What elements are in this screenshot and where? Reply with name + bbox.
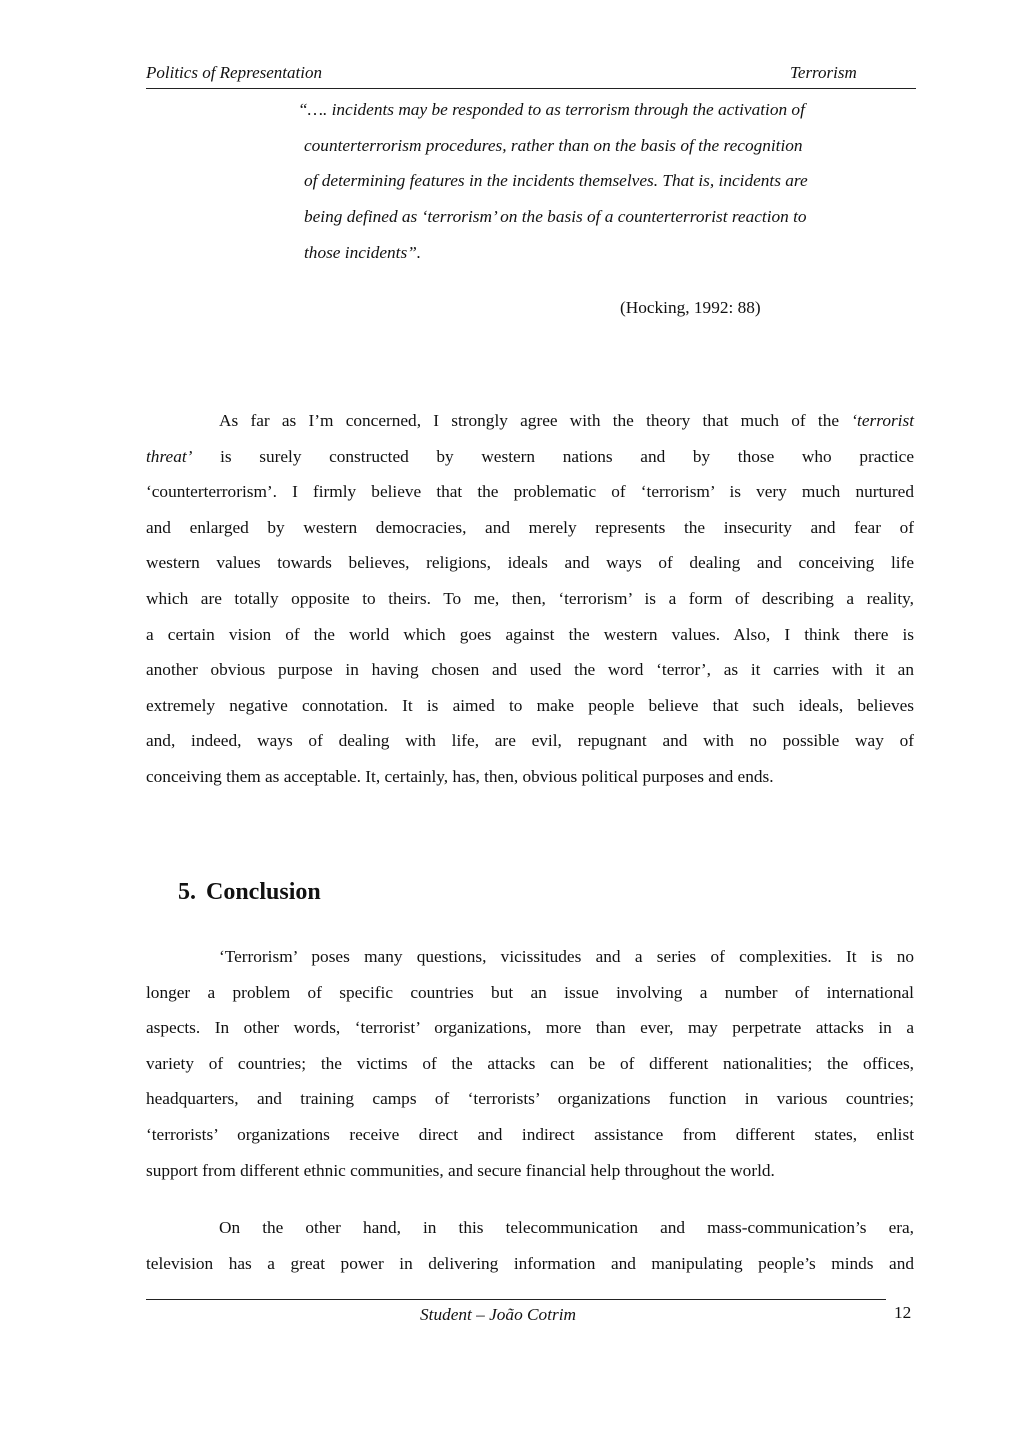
quote-line: those incidents”.	[304, 242, 422, 262]
paragraph-line: aspects. In other words, ‘terrorist’ organizations, more than ever, may perpetrate attacks in a	[146, 1018, 914, 1038]
quote-line: counterterrorism procedures, rather than on the basis of the recognition	[304, 135, 803, 155]
paragraph-line: conceiving them as acceptable. It, certainly, has, then, obvious political purposes and ends.	[146, 766, 774, 786]
quote-line: of determining features in the incidents themselves. That is, incidents are	[304, 171, 808, 191]
paragraph-line	[146, 439, 914, 475]
paragraph-line: On the other hand, in this telecommunication and mass-communication’s era,	[219, 1218, 914, 1237]
block-quote	[298, 92, 916, 271]
body-paragraph	[146, 1210, 914, 1281]
section-title: Conclusion	[206, 879, 321, 905]
quote-line: “…. incidents may be responded to as terrorism through the activation of	[298, 100, 805, 119]
emphasized-term: threat’	[146, 446, 193, 466]
page-number: 12	[894, 1303, 912, 1322]
body-paragraph	[146, 403, 914, 795]
section-heading	[178, 876, 321, 908]
paragraph-line: ‘terrorists’ organizations receive direct and indirect assistance from different states, enlist	[146, 1124, 914, 1144]
header-title: Politics of Representation	[146, 63, 322, 82]
paragraph-line: support from different ethnic communities, and secure financial help throughout the world.	[146, 1160, 775, 1180]
paragraph-line: and enlarged by western democracies, and merely represents the insecurity and fear of	[146, 517, 914, 537]
paragraph-text: is surely constructed by western nations and by those who practice	[220, 446, 914, 466]
paragraph-line: television has a great power in delivering information and manipulating people’s minds and	[146, 1253, 914, 1273]
paragraph-line: another obvious purpose in having chosen and used the word ‘terror’, as it carries with it an	[146, 660, 914, 680]
paragraph-text: As far as I’m concerned, I strongly agree with the theory that much of the	[219, 411, 840, 430]
paragraph-line: ‘counterterrorism’. I firmly believe that the problematic of ‘terrorism’ is very much nurtured	[146, 482, 914, 502]
quote-line: being defined as ‘terrorism’ on the basis of a counterterrorist reaction to	[304, 207, 807, 227]
paragraph-line: and, indeed, ways of dealing with life, are evil, repugnant and with no possible way of	[146, 731, 914, 751]
paragraph-line: a certain vision of the world which goes against the western values. Also, I think there is	[146, 624, 914, 644]
quote-text	[298, 92, 916, 271]
paragraph-line: headquarters, and training camps of ‘terrorists’ organizations function in various countries;	[146, 1089, 914, 1109]
paragraph-line	[146, 403, 914, 439]
paragraph-line: western values towards believes, religions, ideals and ways of dealing and conceiving life	[146, 553, 914, 573]
footer-divider	[146, 1299, 886, 1300]
section-number: 5.	[178, 879, 196, 905]
running-header	[146, 60, 916, 89]
paragraph-line: longer a problem of specific countries but an issue involving a number of international	[146, 982, 914, 1002]
paragraph-line: extremely negative connotation. It is aimed to make people believe that such ideals, believes	[146, 695, 914, 715]
paragraph-line: which are totally opposite to theirs. To me, then, ‘terrorism’ is a form of describing a reality,	[146, 588, 914, 608]
header-topic: Terrorism	[790, 63, 857, 82]
emphasized-term: ‘terrorist	[851, 411, 915, 430]
quote-citation: (Hocking, 1992: 88)	[620, 298, 761, 317]
footer-author: Student – João Cotrim	[420, 1305, 577, 1324]
body-paragraph	[146, 939, 914, 1188]
paragraph-line: ‘Terrorism’ poses many questions, vicissitudes and a series of complexities. It is no	[219, 947, 914, 966]
paragraph-line: variety of countries; the victims of the attacks can be of different nationalities; the offices,	[146, 1053, 914, 1073]
